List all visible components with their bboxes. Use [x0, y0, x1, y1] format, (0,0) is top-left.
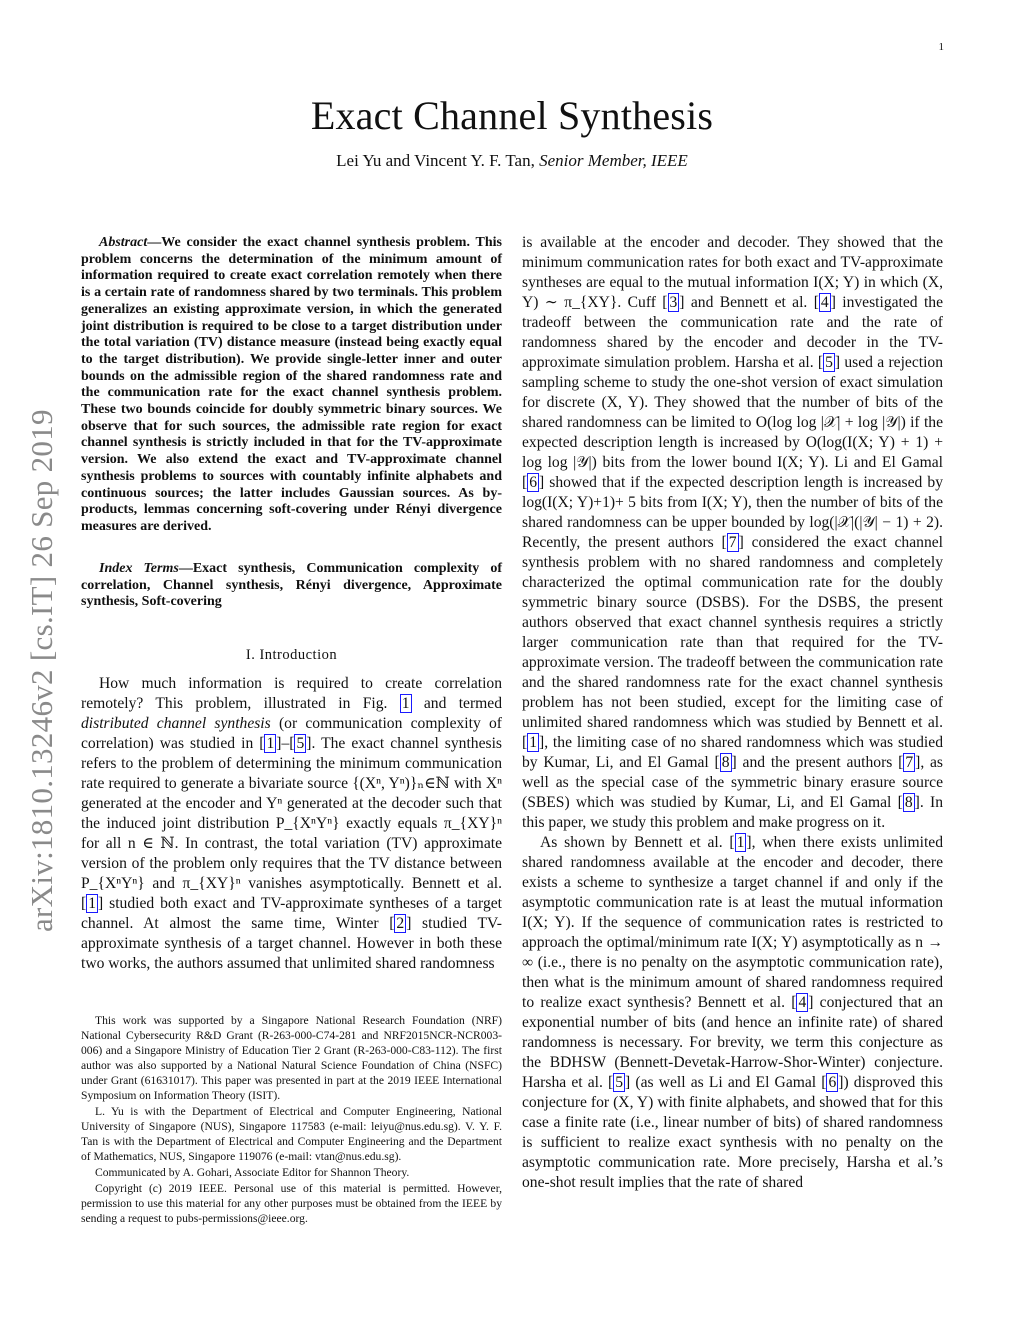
footnote-funding: This work was supported by a Singapore National Research Foundation (NRF) National Cybersecurity R&D Grant (R-263-000-C74-281 and NRF2015NCR-NCR003-006) and a Singapore Ministry of Education Tier 2 Grant (R-263-000-C83-112). The first author was also supported by a National Natural Science Foundation of China (NSFC) under Grant (61631017). This paper was presented in part at the 2019 IEEE International Symposium on Information Theory (ISIT).: [81, 1014, 502, 1102]
text-run: ] considered the exact channel synthesis problem with no shared randomness and completely characterized the optimal communication rate for the doubly symmetric binary source (DSBS). For the DSBS, the present authors observed that exact channel synthesis requires a strictly larger communication rate than that required for the TV-approximate version. The tradeoff between the communication rate and the shared randomness rate for the exact channel synthesis problem has not been studied, except for the limiting case of unlimited shared randomness which was studied by Bennett et al. [: [522, 534, 943, 751]
author-line: [0, 151, 1024, 171]
text-run: ] used a rejection sampling scheme to study the one-shot version of exact simulation for discrete (X, Y). They showed that the number of bits of the shared randomness can be limited to O(log log |𝒳| + log |𝒴|) if the expected description length is increased by O(log(I(X; Y) + 1) + log log |𝒴|) bits from the lower bound I(X; Y). Li and El Gamal [: [522, 354, 943, 491]
text-run: ]) disproved this conjecture for (X, Y) with finite alphabets, and showed that for this case a finite rate (i.e., linear number of bits) of shared randomness is sufficient to realize exact synthesis with no penalty on the asymptotic communication rate. More precisely, Harsha et al.’s one-shot result implies that the rate of shared: [522, 1074, 943, 1191]
intro-paragraph: [81, 674, 502, 974]
text-run: is available at the encoder and decoder. They showed that the minimum communication rates for both exact and TV-approximate syntheses are equal to the mutual information I(X; Y) in which (X, Y) ∼ π_{XY}. Cuff [: [522, 234, 943, 311]
text-run: ], the limiting case of no shared randomness which was studied by Kumar, Li, and El Gamal [: [522, 734, 943, 771]
citation-link[interactable]: 7: [728, 534, 737, 551]
text-run: ]–[: [276, 735, 295, 752]
index-terms-label: Index Terms: [99, 561, 179, 576]
text-run: ] and the present authors [: [731, 754, 904, 771]
citation-link[interactable]: 4: [820, 294, 829, 311]
paragraph: [522, 833, 943, 1193]
citation-link[interactable]: 6: [529, 474, 537, 491]
abstract: [81, 235, 502, 536]
text-run: ] studied both exact and TV-approximate syntheses of a target channel. At almost the same time, Winter [: [81, 895, 502, 932]
paragraph: [522, 233, 943, 833]
footnote-copyright: Copyright (c) 2019 IEEE. Personal use of this material is permitted. However, permission to use this material for any other purposes must be obtained from the IEEE by sending a request to pubs-permissions@ieee.org.: [81, 1182, 502, 1225]
citation-link[interactable]: 7: [905, 754, 914, 771]
text-run: How much information is required to create correlation remotely? This problem, illustrated in Fig.: [81, 675, 502, 712]
paper-title: Exact Channel Synthesis: [310, 93, 714, 138]
index-terms-text: —Exact synthesis, Communication complexity of correlation, Channel synthesis, Rényi divergence, Approximate synthesis, Soft-covering: [81, 561, 502, 610]
text-run: ] investigated the tradeoff between the communication rate and the rate of randomness shared by the encoder and decoder in the TV-approximate simulation problem. Harsha et al. [: [522, 294, 943, 371]
citation-link[interactable]: 1: [88, 895, 96, 912]
text-run: and termed: [411, 695, 503, 712]
emphasis-term: distributed channel synthesis: [81, 715, 271, 732]
citation-link[interactable]: 2: [396, 915, 405, 932]
text-run: ]. The exact channel synthesis refers to the problem of determining the minimum communication rate required to generate a bivariate source {(Xⁿ, Yⁿ)}ₙ∈ℕ with Xⁿ generated at the encoder and Yⁿ generated at the decoder such that the induced joint distribution P_{XⁿYⁿ} exactly equals π_{XY}ⁿ for all n ∈ ℕ. In contrast, the total variation (TV) approximate version of the problem only requires that the TV distance between P_{XⁿYⁿ} and π_{XY}ⁿ vanishes asymptotically. Bennett et al. [: [81, 735, 502, 912]
citation-link[interactable]: 8: [904, 794, 913, 811]
author-names: Lei Yu and Vincent Y. F. Tan,: [336, 151, 540, 170]
text-run: ], as well as the special case of the symmetric binary erasure source (SBES) which was studied by Kumar, Li, and El Gamal [: [522, 754, 944, 811]
text-run: ] studied TV-approximate synthesis of a target channel. However in both these two works, the authors assumed that unlimited shared randomness: [81, 915, 502, 972]
abstract-label: Abstract: [99, 235, 148, 250]
citation-link[interactable]: 5: [615, 1074, 624, 1091]
citation-link[interactable]: 6: [828, 1074, 837, 1091]
text-run: As shown by Bennett et al. [: [540, 834, 735, 851]
text-run: ] and Bennett et al. [: [679, 294, 819, 311]
text-run: ] showed that if the expected description length is increased by log(I(X; Y)+1)+ 5 bits from I(X; Y), then the number of bits of the shared randomness can be upper bounded by log(|𝒳|(|𝒴| − 1) + 2). Recently, the present authors [: [522, 474, 943, 551]
index-terms: [81, 561, 502, 611]
footnote-editor: Communicated by A. Gohari, Associate Editor for Shannon Theory.: [95, 1166, 410, 1179]
citation-link[interactable]: 4: [798, 994, 807, 1011]
citation-link[interactable]: 3: [669, 294, 678, 311]
citation-link[interactable]: 1: [529, 734, 537, 751]
citation-link[interactable]: 5: [296, 735, 305, 752]
citation-link[interactable]: 1: [736, 834, 745, 851]
text-run: ] conjectured that an exponential number of bits (and hence an infinite rate) of shared randomness is necessary. For brevity, we term this conjecture as the BDHSW (Bennett-Devetak-Harrow-Shor-Winter) conjecture. Harsha et al. [: [522, 994, 943, 1091]
text-run: (or communication complexity of correlation) was studied in [: [81, 715, 502, 752]
right-column: [522, 233, 943, 1193]
citation-link[interactable]: 1: [266, 735, 275, 752]
page-number: 1: [938, 41, 944, 53]
author-role: Senior Member, IEEE: [539, 151, 688, 170]
abstract-text: —We consider the exact channel synthesis problem. This problem concerns the determination of the minimum amount of information required to create exact correlation remotely when there is a certain rate of randomness shared by two terminals. This problem generalizes an existing approximate version, in which the generated joint distribution is required to be close to a target distribution under the total variation (TV) distance measure (instead being exactly equal to the target distribution). We provide single-letter inner and outer bounds on the admissible region of the shared randomness rate and the communication rate for the exact channel synthesis problem. These two bounds coincide for doubly symmetric binary sources. We observe that for such sources, the admissible rate region for exact channel synthesis is strictly included in that for the TV-approximate version. We also extend the exact and TV-approximate channel synthesis problems to sources with countably infinite alphabets and continuous sources; the latter includes Gaussian sources. As by-products, lemmas concerning soft-covering under Rényi divergence measures are derived.: [81, 235, 502, 534]
footnotes: [81, 1013, 502, 1227]
text-run: ], when there exists unlimited shared randomness available at the encoder and decoder, there exists a scheme to synthesize a target channel if and only if the asymptotic communication rate is at least the mutual information I(X; Y). If the sequence of communication rates is restricted to approach the optimal/minimum rate I(X; Y) asymptotically as n → ∞ (i.e., there is no penalty on the asymptotic communication rate), then what is the minimum amount of shared randomness required to realize exact synthesis? Bennett et al. [: [522, 834, 943, 1011]
footnote-affiliations: L. Yu is with the Department of Electrical and Computer Engineering, National University of Singapore (NUS), Singapore 117583 (e-mail: leiyu@nus.edu.sg). V. Y. F. Tan is with the Department of Electrical and Computer Engineering and the Department of Mathematics, NUS, Singapore 119076 (e-mail: vtan@nus.edu.sg).: [81, 1105, 502, 1163]
text-run: ]. In this paper, we study this problem and make progress on it.: [522, 794, 943, 831]
figure-ref-link[interactable]: 1: [401, 695, 410, 712]
section-heading: I. Introduction: [245, 647, 338, 663]
text-run: ] (as well as Li and El Gamal [: [625, 1074, 827, 1091]
citation-link[interactable]: 8: [721, 754, 730, 771]
arxiv-stamp: arXiv:1810.13246v2 [cs.IT] 26 Sep 2019: [24, 409, 59, 932]
citation-link[interactable]: 5: [825, 354, 833, 371]
